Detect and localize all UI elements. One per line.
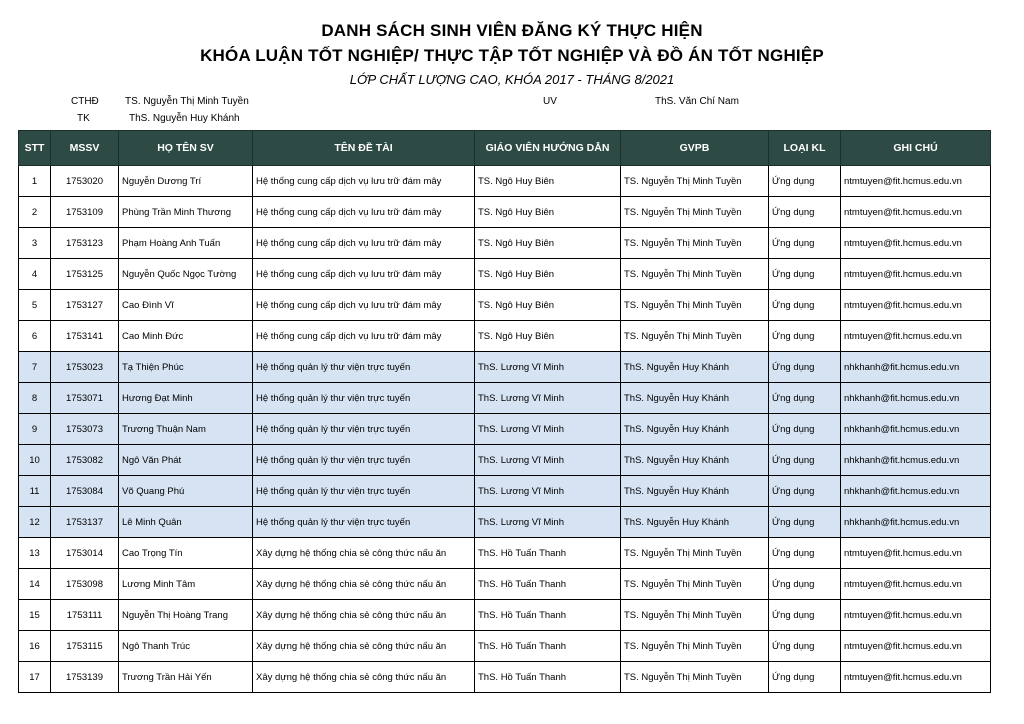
cell-student-name: Lê Minh Quân xyxy=(119,507,253,538)
cell-topic: Xây dựng hệ thống chia sẻ công thức nấu ăn xyxy=(253,600,475,631)
cell-stt: 15 xyxy=(19,600,51,631)
cell-advisor: ThS. Lương Vĩ Minh xyxy=(475,476,621,507)
table-row xyxy=(19,197,991,228)
cell-note-email: ntmtuyen@fit.hcmus.edu.vn xyxy=(841,290,991,321)
cell-advisor: TS. Ngô Huy Biên xyxy=(475,321,621,352)
cell-note-email: ntmtuyen@fit.hcmus.edu.vn xyxy=(841,259,991,290)
cell-stt: 17 xyxy=(19,662,51,693)
cell-advisor: ThS. Lương Vĩ Minh xyxy=(475,507,621,538)
cell-student-name: Phùng Trần Minh Thương xyxy=(119,197,253,228)
cell-reviewer: TS. Nguyễn Thị Minh Tuyền xyxy=(621,197,769,228)
cell-note-email: ntmtuyen@fit.hcmus.edu.vn xyxy=(841,538,991,569)
cell-note-email: ntmtuyen@fit.hcmus.edu.vn xyxy=(841,662,991,693)
cell-reviewer: TS. Nguyễn Thị Minh Tuyền xyxy=(621,259,769,290)
cell-student-name: Trương Thuận Nam xyxy=(119,414,253,445)
cell-stt: 10 xyxy=(19,445,51,476)
cell-note-email: ntmtuyen@fit.hcmus.edu.vn xyxy=(841,600,991,631)
cell-stt: 1 xyxy=(19,166,51,197)
cell-topic: Hệ thống cung cấp dịch vụ lưu trữ đám mây xyxy=(253,321,475,352)
cell-mssv: 1753125 xyxy=(51,259,119,290)
table-row xyxy=(19,228,991,259)
cell-mssv: 1753123 xyxy=(51,228,119,259)
document-title-line2: KHÓA LUẬN TỐT NGHIỆP/ THỰC TẬP TỐT NGHIỆP VÀ ĐỒ ÁN TỐT NGHIỆP xyxy=(200,46,824,65)
cell-note-email: ntmtuyen@fit.hcmus.edu.vn xyxy=(841,197,991,228)
cell-advisor: ThS. Hồ Tuấn Thanh xyxy=(475,538,621,569)
cell-type: Ứng dụng xyxy=(769,228,841,259)
cell-reviewer: ThS. Nguyễn Huy Khánh xyxy=(621,383,769,414)
cell-stt: 5 xyxy=(19,290,51,321)
cell-advisor: TS. Ngô Huy Biên xyxy=(475,290,621,321)
cell-advisor: ThS. Hồ Tuấn Thanh xyxy=(475,662,621,693)
cell-student-name: Phạm Hoàng Anh Tuấn xyxy=(119,228,253,259)
cell-student-name: Lương Minh Tâm xyxy=(119,569,253,600)
table-row xyxy=(19,259,991,290)
table-header-row xyxy=(19,131,991,166)
header-reviewer: GVPB xyxy=(621,131,769,166)
cell-topic: Hệ thống quản lý thư viện trực tuyến xyxy=(253,414,475,445)
cell-topic: Hệ thống quản lý thư viện trực tuyến xyxy=(253,445,475,476)
cell-type: Ứng dụng xyxy=(769,352,841,383)
cell-stt: 4 xyxy=(19,259,51,290)
cell-student-name: Cao Đình Vĩ xyxy=(119,290,253,321)
cell-note-email: ntmtuyen@fit.hcmus.edu.vn xyxy=(841,321,991,352)
cell-topic: Hệ thống cung cấp dịch vụ lưu trữ đám mây xyxy=(253,259,475,290)
cell-type: Ứng dụng xyxy=(769,662,841,693)
cell-mssv: 1753137 xyxy=(51,507,119,538)
cell-note-email: ntmtuyen@fit.hcmus.edu.vn xyxy=(841,166,991,197)
cell-type: Ứng dụng xyxy=(769,538,841,569)
cell-topic: Hệ thống quản lý thư viện trực tuyến xyxy=(253,476,475,507)
cell-topic: Hệ thống quản lý thư viện trực tuyến xyxy=(253,507,475,538)
table-row xyxy=(19,631,991,662)
cell-type: Ứng dụng xyxy=(769,631,841,662)
cell-type: Ứng dụng xyxy=(769,569,841,600)
cell-advisor: TS. Ngô Huy Biên xyxy=(475,197,621,228)
cell-topic: Xây dựng hệ thống chia sẻ công thức nấu ăn xyxy=(253,631,475,662)
cell-mssv: 1753109 xyxy=(51,197,119,228)
cell-type: Ứng dụng xyxy=(769,383,841,414)
cell-reviewer: TS. Nguyễn Thị Minh Tuyền xyxy=(621,321,769,352)
cell-type: Ứng dụng xyxy=(769,166,841,197)
table-row xyxy=(19,538,991,569)
cell-reviewer: TS. Nguyễn Thị Minh Tuyền xyxy=(621,631,769,662)
cell-mssv: 1753023 xyxy=(51,352,119,383)
cell-mssv: 1753127 xyxy=(51,290,119,321)
cell-note-email: ntmtuyen@fit.hcmus.edu.vn xyxy=(841,228,991,259)
cell-topic: Xây dựng hệ thống chia sẻ công thức nấu ăn xyxy=(253,538,475,569)
document-subtitle: LỚP CHẤT LƯỢNG CAO, KHÓA 2017 - THÁNG 8/2021 xyxy=(349,72,675,87)
cell-reviewer: TS. Nguyễn Thị Minh Tuyền xyxy=(621,166,769,197)
table-row xyxy=(19,662,991,693)
cell-student-name: Nguyễn Dương Trí xyxy=(119,166,253,197)
uv-value: ThS. Văn Chí Nam xyxy=(655,96,739,107)
cell-type: Ứng dụng xyxy=(769,445,841,476)
cell-stt: 3 xyxy=(19,228,51,259)
header-stt: STT xyxy=(19,131,51,166)
cell-topic: Hệ thống cung cấp dịch vụ lưu trữ đám mây xyxy=(253,290,475,321)
student-registration-table xyxy=(18,130,991,693)
header-student-name: HỌ TÊN SV xyxy=(119,131,253,166)
cell-mssv: 1753020 xyxy=(51,166,119,197)
cell-mssv: 1753073 xyxy=(51,414,119,445)
table-row xyxy=(19,445,991,476)
cell-stt: 16 xyxy=(19,631,51,662)
cell-stt: 12 xyxy=(19,507,51,538)
cell-topic: Xây dựng hệ thống chia sẻ công thức nấu ăn xyxy=(253,569,475,600)
cell-reviewer: ThS. Nguyễn Huy Khánh xyxy=(621,414,769,445)
cell-type: Ứng dụng xyxy=(769,414,841,445)
cell-advisor: ThS. Hồ Tuấn Thanh xyxy=(475,600,621,631)
table-row xyxy=(19,321,991,352)
cell-mssv: 1753082 xyxy=(51,445,119,476)
table-row xyxy=(19,290,991,321)
cell-note-email: ntmtuyen@fit.hcmus.edu.vn xyxy=(841,569,991,600)
cell-reviewer: ThS. Nguyễn Huy Khánh xyxy=(621,476,769,507)
cell-type: Ứng dụng xyxy=(769,476,841,507)
cell-mssv: 1753084 xyxy=(51,476,119,507)
cell-reviewer: TS. Nguyễn Thị Minh Tuyền xyxy=(621,538,769,569)
cell-note-email: nhkhanh@fit.hcmus.edu.vn xyxy=(841,445,991,476)
cell-advisor: ThS. Hồ Tuấn Thanh xyxy=(475,631,621,662)
table-row xyxy=(19,414,991,445)
cell-student-name: Ngô Thanh Trúc xyxy=(119,631,253,662)
table-row xyxy=(19,569,991,600)
cell-topic: Hệ thống cung cấp dịch vụ lưu trữ đám mây xyxy=(253,228,475,259)
table-row xyxy=(19,600,991,631)
cell-mssv: 1753111 xyxy=(51,600,119,631)
header-advisor: GIÁO VIÊN HƯỚNG DẪN xyxy=(475,131,621,166)
cell-reviewer: TS. Nguyễn Thị Minh Tuyền xyxy=(621,290,769,321)
table-row xyxy=(19,383,991,414)
table-body xyxy=(19,166,991,693)
cell-reviewer: ThS. Nguyễn Huy Khánh xyxy=(621,352,769,383)
cell-advisor: ThS. Lương Vĩ Minh xyxy=(475,414,621,445)
table-row xyxy=(19,166,991,197)
cell-advisor: ThS. Lương Vĩ Minh xyxy=(475,352,621,383)
header-note: GHI CHÚ xyxy=(841,131,991,166)
table-row xyxy=(19,352,991,383)
cell-student-name: Cao Trọng Tín xyxy=(119,538,253,569)
cell-reviewer: TS. Nguyễn Thị Minh Tuyền xyxy=(621,569,769,600)
header-mssv: MSSV xyxy=(51,131,119,166)
cell-stt: 9 xyxy=(19,414,51,445)
cell-reviewer: TS. Nguyễn Thị Minh Tuyền xyxy=(621,600,769,631)
cell-advisor: ThS. Hồ Tuấn Thanh xyxy=(475,569,621,600)
cell-topic: Hệ thống quản lý thư viện trực tuyến xyxy=(253,352,475,383)
cell-mssv: 1753139 xyxy=(51,662,119,693)
cell-note-email: nhkhanh@fit.hcmus.edu.vn xyxy=(841,476,991,507)
cell-advisor: TS. Ngô Huy Biên xyxy=(475,228,621,259)
cell-type: Ứng dụng xyxy=(769,259,841,290)
cell-stt: 7 xyxy=(19,352,51,383)
table-row xyxy=(19,507,991,538)
cell-topic: Xây dựng hệ thống chia sẻ công thức nấu ăn xyxy=(253,662,475,693)
header-type: LOẠI KL xyxy=(769,131,841,166)
uv-label: UV xyxy=(543,96,557,107)
table-row xyxy=(19,476,991,507)
cell-reviewer: TS. Nguyễn Thị Minh Tuyền xyxy=(621,662,769,693)
cell-topic: Hệ thống cung cấp dịch vụ lưu trữ đám mây xyxy=(253,197,475,228)
cell-student-name: Cao Minh Đức xyxy=(119,321,253,352)
cell-type: Ứng dụng xyxy=(769,507,841,538)
cell-advisor: TS. Ngô Huy Biên xyxy=(475,166,621,197)
cell-student-name: Hương Đạt Minh xyxy=(119,383,253,414)
cell-mssv: 1753115 xyxy=(51,631,119,662)
cell-student-name: Ngô Văn Phát xyxy=(119,445,253,476)
cell-advisor: ThS. Lương Vĩ Minh xyxy=(475,445,621,476)
cell-advisor: TS. Ngô Huy Biên xyxy=(475,259,621,290)
cell-reviewer: TS. Nguyễn Thị Minh Tuyền xyxy=(621,228,769,259)
cell-reviewer: ThS. Nguyễn Huy Khánh xyxy=(621,445,769,476)
cell-note-email: nhkhanh@fit.hcmus.edu.vn xyxy=(841,414,991,445)
document-title-line1: DANH SÁCH SINH VIÊN ĐĂNG KÝ THỰC HIỆN xyxy=(321,21,703,40)
cell-mssv: 1753014 xyxy=(51,538,119,569)
cell-type: Ứng dụng xyxy=(769,321,841,352)
cell-stt: 6 xyxy=(19,321,51,352)
cell-student-name: Tạ Thiện Phúc xyxy=(119,352,253,383)
cell-student-name: Nguyễn Thị Hoàng Trang xyxy=(119,600,253,631)
cthd-value: TS. Nguyễn Thị Minh Tuyền xyxy=(125,96,249,107)
cell-type: Ứng dụng xyxy=(769,197,841,228)
cell-reviewer: ThS. Nguyễn Huy Khánh xyxy=(621,507,769,538)
cell-mssv: 1753071 xyxy=(51,383,119,414)
cell-type: Ứng dụng xyxy=(769,290,841,321)
header-topic: TÊN ĐỀ TÀI xyxy=(253,131,475,166)
cthd-label: CTHĐ xyxy=(71,96,99,107)
cell-stt: 8 xyxy=(19,383,51,414)
cell-stt: 14 xyxy=(19,569,51,600)
cell-note-email: nhkhanh@fit.hcmus.edu.vn xyxy=(841,507,991,538)
cell-note-email: nhkhanh@fit.hcmus.edu.vn xyxy=(841,352,991,383)
cell-student-name: Võ Quang Phú xyxy=(119,476,253,507)
cell-stt: 13 xyxy=(19,538,51,569)
cell-stt: 11 xyxy=(19,476,51,507)
cell-note-email: nhkhanh@fit.hcmus.edu.vn xyxy=(841,383,991,414)
cell-note-email: ntmtuyen@fit.hcmus.edu.vn xyxy=(841,631,991,662)
cell-topic: Hệ thống cung cấp dịch vụ lưu trữ đám mây xyxy=(253,166,475,197)
cell-type: Ứng dụng xyxy=(769,600,841,631)
tk-label: TK xyxy=(77,113,90,124)
cell-stt: 2 xyxy=(19,197,51,228)
cell-student-name: Trương Trần Hải Yến xyxy=(119,662,253,693)
cell-student-name: Nguyễn Quốc Ngọc Tường xyxy=(119,259,253,290)
cell-topic: Hệ thống quản lý thư viện trực tuyến xyxy=(253,383,475,414)
cell-mssv: 1753098 xyxy=(51,569,119,600)
cell-advisor: ThS. Lương Vĩ Minh xyxy=(475,383,621,414)
cell-mssv: 1753141 xyxy=(51,321,119,352)
tk-value: ThS. Nguyễn Huy Khánh xyxy=(129,113,240,124)
